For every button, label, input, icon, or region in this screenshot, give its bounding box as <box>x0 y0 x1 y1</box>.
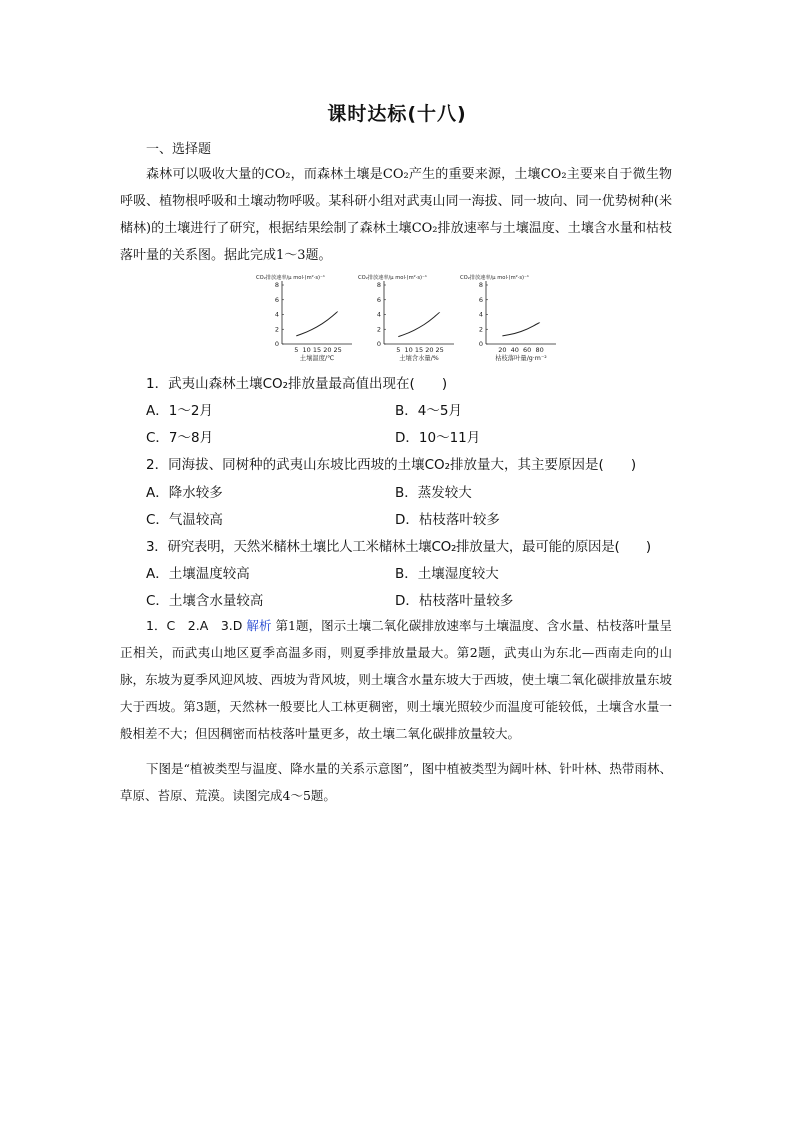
chart-2-ytick-label: 0 <box>376 340 381 349</box>
chart-2-xtick-label: 10 <box>404 346 413 354</box>
chart-2-xtick-label: 15 <box>414 346 424 354</box>
chart-3-ytick-label: 8 <box>478 281 483 290</box>
question-3-option-d: D．枯枝落叶量较多 <box>395 593 514 609</box>
chart-1-ytick-label: 0 <box>274 340 279 349</box>
chart-1-xtick-label: 5 <box>294 346 299 354</box>
chart-2-ylabel: CO₂排放速率/μ mol·(m²·s)⁻¹ <box>358 275 427 281</box>
answer-keys: 1．C 2.A 3.D <box>146 618 243 633</box>
question-3-option-a: A．土壤温度较高 <box>146 566 250 582</box>
chart-2-ytick-label: 2 <box>376 325 381 334</box>
chart-1-series-line <box>296 312 337 336</box>
chart-1-ytick-label: 2 <box>274 325 279 334</box>
chart-1-xtick-label: 10 <box>302 346 311 354</box>
chart-3-xtick-label: 60 <box>523 346 532 354</box>
chart-3-ytick-label: 4 <box>478 310 483 319</box>
question-1-option-b: B．4～5月 <box>395 403 462 419</box>
page-title: 课时达标(十八) <box>327 103 467 125</box>
chart-1-ytick-label: 4 <box>274 310 279 319</box>
chart-3-xtick-label: 40 <box>510 346 519 354</box>
chart-2-xtick-label: 25 <box>435 346 444 354</box>
question-2-option-b: B．蒸发较大 <box>395 485 472 501</box>
question-3-option-c: C．土壤含水量较高 <box>146 593 264 609</box>
question-2-stem: 2．同海拔、同树种的武夷山东坡比西坡的土壤CO₂排放量大，其主要原因是( ) <box>146 457 637 473</box>
chart-3-xlabel: 枯枝落叶量/g·m⁻² <box>495 355 547 362</box>
chart-3-ytick-label: 0 <box>478 340 483 349</box>
chart-2-ytick-label: 8 <box>376 281 381 290</box>
question-3-stem: 3．研究表明，天然米槠林土壤比人工米槠林土壤CO₂排放量大，最可能的原因是( ) <box>146 539 651 555</box>
section-heading: 一、选择题 <box>146 142 212 157</box>
answer-explanation <box>120 612 672 809</box>
chart-1-xtick-label: 25 <box>333 346 342 354</box>
question-1-option-d: D．10～11月 <box>395 430 481 446</box>
chart-2-xtick-label: 5 <box>396 346 401 354</box>
chart-3-xtick-label: 80 <box>535 346 544 354</box>
chart-3-ylabel: CO₂排放速率/μ mol·(m²·s)⁻¹ <box>460 275 529 281</box>
question-2-option-d: D．枯枝落叶较多 <box>395 512 500 528</box>
analysis-text: 第1题，图示土壤二氧化碳排放速率与土壤温度、含水量、枯枝落叶量呈正相关，而武夷山地区夏季高温多雨，则夏季排放量最大。第2题，武夷山为东北—西南走向的山脉，东坡为夏季风迎风坡、西坡为背风坡，则土壤含水量东坡大于西坡，使土壤二氧化碳排放量东坡大于西坡。第3题，天然林一般要比人工林更稠密，则土壤光照较少而温度可能较低，土壤含水量一般相差不大；但因稠密而枯枝落叶量更多，故土壤二氧化碳排放量较大。 <box>120 618 672 741</box>
chart-2-xlabel: 土壤含水量/% <box>399 355 439 362</box>
chart-1-ytick-label: 6 <box>274 295 279 304</box>
chart-2-ytick-label: 6 <box>376 295 381 304</box>
chart-1-ytick-label: 8 <box>274 281 279 290</box>
charts-svg <box>254 271 559 363</box>
question-1-option-a: A．1～2月 <box>146 403 213 419</box>
question-2-option-a: A．降水较多 <box>146 485 223 501</box>
chart-1-ylabel: CO₂排放速率/μ mol·(m²·s)⁻¹ <box>256 275 325 281</box>
chart-3-series-line <box>502 323 539 336</box>
intro-text: 森林可以吸收大量的CO₂，而森林土壤是CO₂产生的重要来源，土壤CO₂主要来自于微生物呼吸、植物根呼吸和土壤动物呼吸。某科研小组对武夷山同一海拔、同一坡向、同一优势树种(米槠林)的土壤进行了研究，根据结果绘制了森林土壤CO₂排放速率与土壤温度、土壤含水量和枯枝落叶量的关系图。据此完成1～3题。 <box>120 167 672 263</box>
analysis-label: 解析 <box>246 618 272 633</box>
question-3-option-b: B．土壤湿度较大 <box>395 566 499 582</box>
chart-1-xlabel: 土壤温度/℃ <box>299 355 335 362</box>
chart-group <box>254 271 559 363</box>
chart-3-xtick-label: 20 <box>498 346 507 354</box>
question-1-stem: 1．武夷山森林土壤CO₂排放量最高值出现在( ) <box>146 376 448 392</box>
question-2-option-c: C．气温较高 <box>146 512 223 528</box>
intro-paragraph <box>120 161 672 269</box>
question-1-option-c: C．7～8月 <box>146 430 214 446</box>
chart-2-ytick-label: 4 <box>376 310 381 319</box>
next-intro: 下图是“植被类型与温度、降水量的关系示意图”，图中植被类型为阔叶林、针叶林、热带雨林、草原、苔原、荒漠。读图完成4～5题。 <box>120 761 672 803</box>
chart-3-ytick-label: 6 <box>478 295 483 304</box>
chart-2-series-line <box>398 312 439 336</box>
chart-1-xtick-label: 20 <box>323 346 332 354</box>
chart-1-xtick-label: 15 <box>312 346 322 354</box>
chart-2-xtick-label: 20 <box>425 346 434 354</box>
chart-3-ytick-label: 2 <box>478 325 483 334</box>
